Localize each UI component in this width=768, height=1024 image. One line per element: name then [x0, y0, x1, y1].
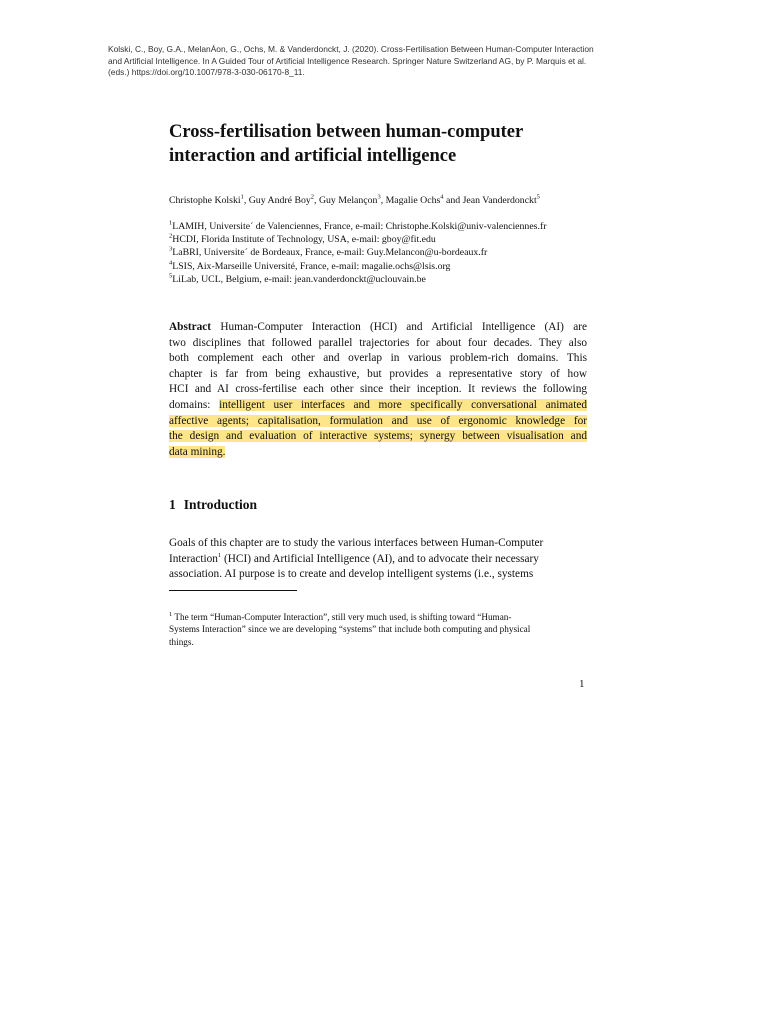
intro-line: [169, 552, 587, 568]
intro-text: Interaction: [169, 552, 218, 565]
footnote-text: The term “Human-Computer Interaction”, still very much used, is shifting toward “Human-: [172, 612, 512, 622]
affiliation-text: LaBRI, Universite´ de Bordeaux, France, e-mail: Guy.Melancon@u-bordeaux.fr: [172, 247, 488, 259]
author-sup: 4: [440, 193, 444, 201]
abstract-text: HCI and AI cross-fertilise each other since their inception. It reviews the following: [169, 383, 587, 396]
abstract-line: [169, 398, 587, 414]
affiliation-list: [169, 220, 619, 286]
abstract-text: chapter is far from being exhaustive, but provides a representative story of how: [169, 367, 587, 380]
affiliation-sup: 5: [169, 272, 173, 280]
intro-line: Goals of this chapter are to study the various interfaces between Human-Computer: [169, 537, 544, 549]
abstract-highlight[interactable]: data mining.: [169, 445, 226, 458]
affiliation-item: [169, 260, 619, 273]
section-title: Introduction: [183, 497, 258, 512]
abstract-line: [169, 445, 587, 461]
abstract-line: [169, 382, 587, 398]
author-separator: and: [443, 195, 463, 206]
affiliation-item: [169, 273, 619, 286]
footnote: [169, 611, 587, 648]
affiliation-item: [169, 233, 619, 246]
abstract-line: [169, 351, 587, 367]
author-separator: ,: [314, 195, 319, 206]
title-line: interaction and artificial intelligence: [169, 146, 457, 166]
abstract-line: [169, 367, 587, 383]
abstract-highlight[interactable]: the design and evaluation of interactive systems; synergy between visualisation and: [169, 430, 587, 443]
footnote-line: Systems Interaction” since we are developing “systems” that include both computing and physical: [169, 624, 531, 635]
author-sup: 5: [536, 193, 540, 201]
abstract-text: two disciplines that followed parallel trajectories for about four decades. They also: [169, 336, 587, 349]
author-name: Guy Melançon: [318, 195, 378, 206]
affiliation-item: [169, 246, 619, 259]
affiliation-text: HCDI, Florida Institute of Technology, USA, e-mail: gboy@fit.edu: [172, 234, 436, 246]
title-line: Cross-fertilisation between human-computer: [169, 122, 524, 142]
affiliation-sup: 1: [169, 219, 173, 227]
abstract-line: [169, 414, 587, 430]
author-separator: ,: [380, 195, 386, 206]
author-name: Magalie Ochs: [385, 195, 441, 206]
author-list: [169, 194, 609, 207]
author-name: Guy André Boy: [248, 195, 311, 206]
intro-text: (HCI) and Artificial Intelligence (AI), and to advocate their necessary: [221, 552, 539, 565]
page-number: 1: [579, 678, 585, 690]
section-heading: [169, 497, 257, 513]
citation-header: [108, 44, 668, 79]
affiliation-sup: 4: [169, 259, 173, 267]
affiliation-text: LiLab, UCL, Belgium, e-mail: jean.vanderdonckt@uclouvain.be: [172, 273, 426, 285]
author-sup: 3: [377, 193, 381, 201]
affiliation-sup: 3: [169, 246, 173, 254]
abstract-text: domains:: [169, 398, 220, 411]
author-sup: 2: [310, 193, 315, 201]
author-separator: ,: [243, 195, 249, 206]
author-name: Jean Vanderdonckt: [462, 195, 537, 206]
footnote-line: things.: [169, 636, 194, 647]
author-sup: 1: [240, 193, 244, 201]
section-number: 1: [169, 497, 176, 512]
intro-paragraph: [169, 536, 587, 583]
affiliation-text: LAMIH, Universite´ de Valenciennes, France, e-mail: Christophe.Kolski@univ-valenciennes.fr: [172, 221, 547, 232]
affiliation-item: [169, 220, 619, 233]
abstract-label: Abstract: [169, 321, 212, 333]
affiliation-text: LSIS, Aix-Marseille Université, France, e-mail: magalie.ochs@lsis.org: [172, 260, 451, 272]
citation-line: Kolski, C., Boy, G.A., MelanÁon, G., Ochs, M. & Vanderdonckt, J. (2020). Cross-Fertilisation Between Human-Computer Interaction: [108, 44, 594, 54]
paper-title: [169, 120, 609, 168]
abstract-highlight[interactable]: intelligent user interfaces and more specifically conversational animated: [219, 398, 587, 411]
footnote-marker[interactable]: 1: [217, 551, 222, 559]
abstract-line: [169, 320, 587, 336]
citation-line: and Artificial Intelligence. In A Guided Tour of Artificial Intelligence Research. Springer Nature Switzerland AG, by P. Marquis et al.: [108, 55, 587, 66]
abstract-highlight[interactable]: affective agents; capitalisation, formulation and use of ergonomic knowledge for: [169, 414, 587, 427]
abstract-line: [169, 336, 587, 352]
footnote-line: [169, 611, 587, 623]
citation-line: (eds.) https://doi.org/10.1007/978-3-030-06170-8_11.: [108, 67, 305, 77]
abstract-line: [169, 429, 587, 445]
abstract-text: Human-Computer Interaction (HCI) and Artificial Intelligence (AI) are: [211, 321, 587, 333]
footnote-divider: [169, 590, 297, 591]
abstract-text: both complement each other and overlap in various problem-rich domains. This: [169, 352, 587, 365]
footnote-sup: 1: [169, 610, 173, 618]
author-name: Christophe Kolski: [169, 195, 241, 206]
affiliation-sup: 2: [169, 232, 173, 240]
abstract: [169, 320, 587, 460]
intro-line: association. AI purpose is to create and develop intelligent systems (i.e., systems: [169, 568, 534, 581]
